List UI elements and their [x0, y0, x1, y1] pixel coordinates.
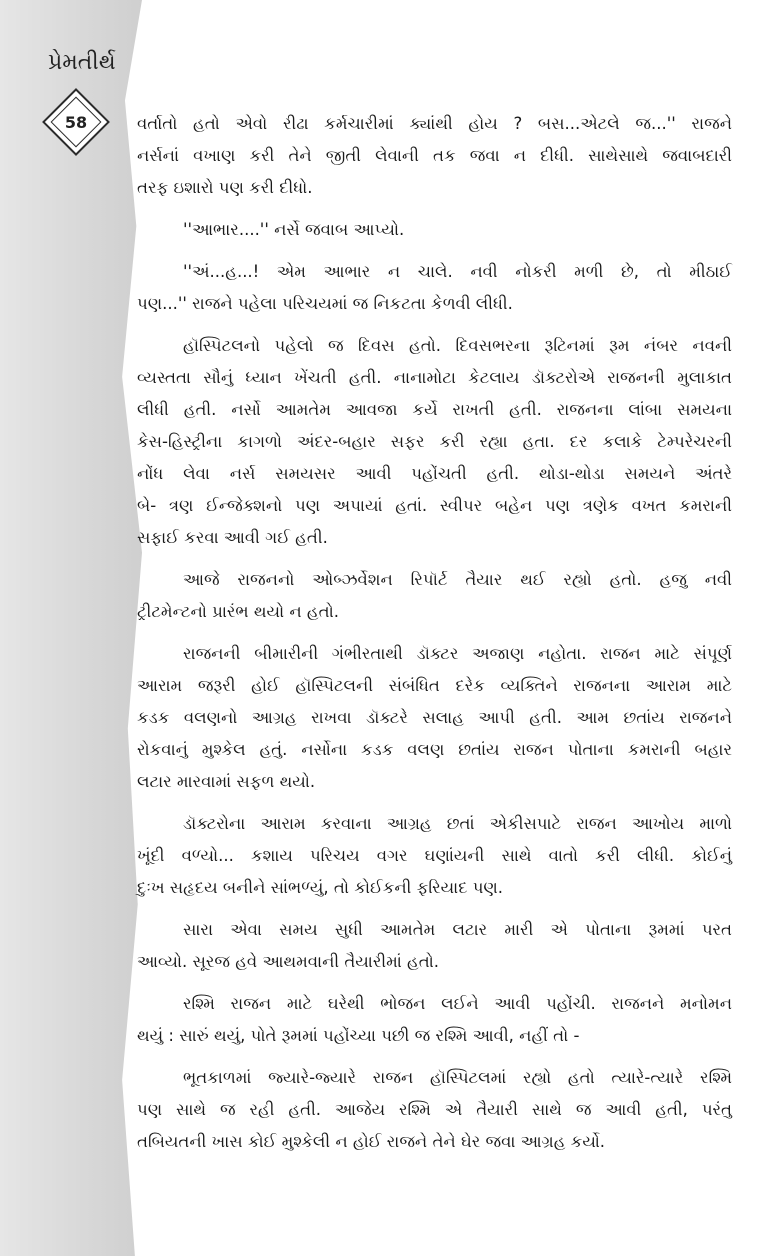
- text-line: પણ...'' રાજને પહેલા પરિચયમાં જ નિકટતા કેળવી લીધી.: [137, 294, 513, 313]
- text-line: નર્સનાં વખાણ કરી તેને જીતી લેવાની તક જવા ન દીધી. સાથેસાથે જવાબદારી: [137, 146, 732, 165]
- left-margin-band: [0, 0, 142, 1256]
- paragraph: [137, 638, 732, 798]
- text-line: કેસ-હિસ્ટ્રીના કાગળો અંદર-બહાર સફર કરી રહ્યા હતા. દર કલાકે ટેમ્પરેચરની: [137, 432, 732, 451]
- text-line: વ્યસ્તતા સૌનું ધ્યાન ખેંચતી હતી. નાનામોટા કેટલાય ડૉક્ટરોએ રાજનની મુલાકાત: [137, 368, 732, 387]
- text-line: તબિયતની ખાસ કોઈ મુશ્કેલી ન હોઈ રાજને તેને ઘેર જવા આગ્રહ કર્યો.: [137, 1132, 606, 1151]
- text-line: સારા એવા સમય સુધી આમતેમ લટાર મારી એ પોતાના રૂમમાં પરત: [183, 920, 732, 939]
- text-line: ''અં...હ...! એમ આભાર ન ચાલે. નવી નોકરી મળી છે, તો મીઠાઈ: [183, 262, 732, 281]
- text-line: પણ સાથે જ રહી હતી. આજેય રશ્મિ એ તૈયારી સાથે જ આવી હતી, પરંતુ: [137, 1100, 732, 1119]
- paragraph: [137, 988, 732, 1052]
- paragraph: [137, 330, 732, 554]
- page-number: 58: [64, 112, 88, 132]
- book-title: પ્રેમતીર્થ: [48, 50, 116, 75]
- paragraph: [137, 108, 732, 204]
- text-line: કડક વલણનો આગ્રહ રાખવા ડૉક્ટરે સલાહ આપી હતી. આમ છતાંય રાજનને: [137, 708, 732, 727]
- text-line: વર્તાતો હતો એવો રીઢા કર્મચારીમાં ક્યાંથી હોય ? બસ...એટલે જ...'' રાજને: [137, 114, 732, 133]
- text-line: રોકવાનું મુશ્કેલ હતું. નર્સોના કડક વલણ છતાંય રાજન પોતાના કમરાની બહાર: [137, 740, 732, 759]
- text-line: ભૂતકાળમાં જ્યારે-જ્યારે રાજન હૉસ્પિટલમાં રહ્યો હતો ત્યારે-ત્યારે રશ્મિ: [183, 1068, 732, 1087]
- text-line: નોંધ લેવા નર્સ સમયસર આવી પહોંચતી હતી. થોડા-થોડા સમયને અંતરે: [137, 464, 732, 483]
- text-line: લીધી હતી. નર્સો આમતેમ આવજા કર્યે રાખતી હતી. રાજનના લાંબા સમયના: [137, 400, 732, 419]
- text-line: હૉસ્પિટલનો પહેલો જ દિવસ હતો. દિવસભરના રૂટિનમાં રૂમ નંબર નવની: [183, 336, 732, 355]
- text-line: ''આભાર....'' નર્સે જવાબ આપ્યો.: [183, 220, 405, 239]
- text-body: [137, 108, 732, 1168]
- text-line: રાજનની બીમારીની ગંભીરતાથી ડૉક્ટર અજાણ નહોતા. રાજન માટે સંપૂર્ણ: [183, 644, 732, 663]
- text-line: ખૂંદી વળ્યો... કશાય પરિચય વગર ઘણાંયની સાથે વાતો કરી લીધી. કોઈનું: [137, 846, 732, 865]
- paragraph: [137, 1062, 732, 1158]
- paragraph: [137, 914, 732, 978]
- text-line: ટ્રીટમેન્ટનો પ્રારંભ થયો ન હતો.: [137, 602, 339, 621]
- text-line: ડૉક્ટરોના આરામ કરવાના આગ્રહ છતાં એકીસપાટે રાજન આખોય માળો: [183, 814, 732, 833]
- paragraph: [137, 808, 732, 904]
- text-line: રશ્મિ રાજન માટે ઘરેથી ભોજન લઈને આવી પહોંચી. રાજનને મનોમન: [183, 994, 732, 1013]
- paragraph: [137, 256, 732, 320]
- text-line: તરફ ઇશારો પણ કરી દીધો.: [137, 178, 313, 197]
- text-line: સફાઈ કરવા આવી ગઈ હતી.: [137, 528, 328, 547]
- text-line: આરામ જરૂરી હોઈ હૉસ્પિટલની સંબંધિત દરેક વ્યક્તિને રાજનના આરામ માટે: [137, 676, 732, 695]
- text-line: બે- ત્રણ ઈન્જેક્શનો પણ અપાયાં હતાં. સ્વીપર બહેન પણ ત્રણેક વખત કમરાની: [137, 496, 732, 515]
- paragraph: [137, 214, 732, 246]
- text-line: લટાર મારવામાં સફળ થયો.: [137, 772, 316, 791]
- text-line: દુઃખ સહૃદય બનીને સાંભળ્યું, તો કોઈકની ફરિયાદ પણ.: [137, 878, 504, 897]
- text-line: આજે રાજનનો ઓબ્ઝર્વેશન રિપૉર્ટ તૈયાર થઈ રહ્યો હતો. હજુ નવી: [183, 570, 732, 589]
- text-line: થયું : સારું થયું, પોતે રૂમમાં પહોંચ્યા પછી જ રશ્મિ આવી, નહીં તો -: [137, 1026, 580, 1045]
- text-line: આવ્યો. સૂરજ હવે આથમવાની તૈયારીમાં હતો.: [137, 952, 440, 971]
- paragraph: [137, 564, 732, 628]
